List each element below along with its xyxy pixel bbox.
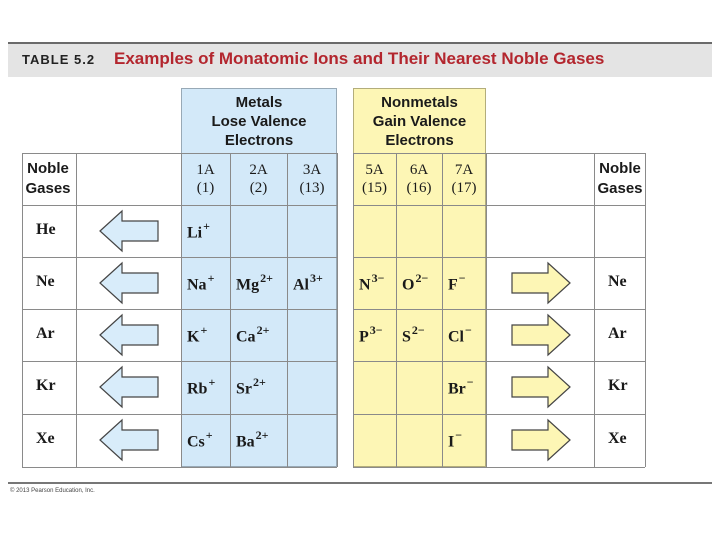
group-name: 3A — [302, 162, 322, 178]
metal-ion — [236, 429, 269, 451]
group-header — [287, 161, 337, 197]
nonmetal-ion — [402, 272, 428, 294]
left-arrow-icon — [98, 261, 160, 305]
grid-row-line — [22, 467, 337, 468]
ion-charge: 2+ — [255, 428, 269, 442]
metal-ion — [236, 376, 266, 398]
group-header — [442, 161, 486, 197]
noble-gas-left: Ne — [36, 273, 55, 290]
ion-charge: 2− — [415, 271, 429, 285]
ion-symbol: Ba — [236, 433, 255, 451]
ion-symbol: Li — [187, 224, 203, 242]
metal-ion — [236, 272, 273, 294]
ion-charge: 2− — [411, 323, 425, 337]
nonmetals-header-line: Gain Valence — [372, 113, 467, 130]
ion-charge: 2+ — [256, 323, 270, 337]
grid-column-line — [337, 153, 338, 467]
nonmetals-header-line: Nonmetals — [381, 94, 458, 111]
noble-gas-right: Xe — [608, 430, 627, 447]
right-arrow-icon — [510, 313, 572, 357]
ion-symbol: O — [402, 276, 415, 294]
ion-charge: − — [455, 428, 463, 442]
ion-symbol: N — [359, 276, 371, 294]
ion-symbol: Rb — [187, 380, 208, 398]
left-arrow-icon — [98, 418, 160, 462]
ion-charge: + — [208, 375, 216, 389]
grid-column-line — [396, 153, 397, 467]
ion-symbol: P — [359, 328, 369, 346]
metal-ion — [187, 429, 213, 451]
group-name: 6A — [409, 162, 429, 178]
grid-row-line — [353, 467, 645, 468]
ion-charge: − — [465, 323, 472, 337]
ion-symbol: Al — [293, 276, 309, 294]
metals-header-line: Metals — [235, 94, 283, 111]
ion-charge: + — [200, 323, 208, 337]
grid-column-line — [230, 153, 231, 467]
grid-column-line — [442, 153, 443, 467]
grid-row-line — [22, 153, 337, 154]
noble-header-line: Gases — [25, 180, 71, 197]
table-title-bar — [8, 42, 712, 77]
group-number: (1) — [196, 180, 215, 196]
nonmetal-ion — [448, 429, 462, 451]
group-name: 1A — [196, 162, 215, 178]
ion-charge: 2+ — [260, 271, 273, 285]
ion-charge: 3+ — [310, 271, 323, 285]
group-header — [353, 161, 396, 197]
group-header — [230, 161, 287, 197]
metal-ion — [187, 376, 215, 398]
metal-ion — [187, 272, 214, 294]
ion-symbol: S — [402, 328, 411, 346]
grid-column-line — [76, 153, 77, 467]
group-header — [181, 161, 230, 197]
nonmetal-ion — [448, 272, 466, 294]
nonmetal-ion — [359, 324, 383, 346]
noble-gas-left: Kr — [36, 377, 56, 394]
table-title: Examples of Monatomic Ions and Their Nearest Noble Gases — [114, 49, 605, 68]
noble-gases-header-left — [22, 159, 74, 199]
right-arrow-icon — [510, 261, 572, 305]
ion-symbol: I — [448, 433, 455, 451]
nonmetals-header — [353, 93, 486, 150]
noble-header-line: Noble — [599, 160, 641, 177]
metal-ion — [293, 272, 323, 294]
metal-ion — [187, 324, 207, 346]
noble-header-line: Gases — [597, 180, 643, 197]
nonmetals-header-line: Electrons — [385, 132, 454, 149]
group-number: (2) — [249, 180, 268, 196]
noble-gases-header-right — [594, 159, 646, 199]
group-number: (16) — [406, 180, 432, 196]
group-number: (13) — [299, 180, 325, 196]
ion-symbol: Na — [187, 276, 207, 294]
ion-symbol: F — [448, 276, 458, 294]
group-header — [396, 161, 442, 197]
table-number: TABLE 5.2 — [22, 52, 96, 67]
ion-charge: 2+ — [253, 375, 266, 389]
noble-gas-left: Ar — [36, 325, 55, 342]
footer-rule — [8, 482, 712, 484]
noble-gas-right: Ar — [608, 325, 627, 342]
grid-row-line — [22, 361, 337, 362]
grid-column-line — [287, 153, 288, 467]
grid-row-line — [22, 257, 337, 258]
noble-gas-right: Kr — [608, 377, 628, 394]
nonmetal-ion — [359, 272, 384, 294]
ion-charge: + — [205, 428, 213, 442]
left-arrow-icon — [98, 313, 160, 357]
metals-header — [181, 93, 337, 150]
group-name: 2A — [249, 162, 268, 178]
ion-charge: + — [207, 271, 215, 285]
right-arrow-icon — [510, 418, 572, 462]
group-number: (15) — [362, 180, 387, 196]
grid-column-line — [22, 153, 23, 467]
noble-gas-left: He — [36, 221, 56, 238]
grid-column-line — [594, 153, 595, 467]
noble-gas-right: Ne — [608, 273, 627, 290]
group-name: 7A — [454, 162, 474, 178]
left-arrow-icon — [98, 365, 160, 409]
ion-charge: + — [203, 219, 210, 233]
ion-symbol: Ca — [236, 328, 256, 346]
nonmetal-ion — [448, 376, 474, 398]
grid-row-line — [22, 414, 337, 415]
grid-column-line — [353, 153, 354, 467]
metal-ion — [187, 220, 210, 242]
metals-header-line: Lose Valence — [211, 113, 307, 130]
ion-charge: 3− — [371, 271, 385, 285]
copyright: © 2013 Pearson Education, Inc. — [10, 488, 95, 494]
ion-symbol: Br — [448, 380, 466, 398]
group-name: 5A — [365, 162, 384, 178]
nonmetal-ion — [402, 324, 425, 346]
grid-column-line — [486, 153, 487, 467]
grid-row-line — [22, 205, 337, 206]
left-arrow-icon — [98, 209, 160, 253]
group-number: (17) — [451, 180, 477, 196]
ion-symbol: Cs — [187, 433, 205, 451]
ion-symbol: Sr — [236, 380, 252, 398]
grid-column-line — [645, 153, 646, 467]
ion-symbol: Mg — [236, 276, 260, 294]
grid-row-line — [22, 309, 337, 310]
nonmetal-ion — [448, 324, 472, 346]
ion-charge: − — [466, 375, 474, 389]
ion-charge: 3− — [369, 323, 383, 337]
grid-column-line — [181, 153, 182, 467]
noble-gas-left: Xe — [36, 430, 55, 447]
noble-header-line: Noble — [27, 160, 69, 177]
ion-charge: − — [458, 271, 466, 285]
ion-symbol: K — [187, 328, 200, 346]
metal-ion — [236, 324, 269, 346]
metals-header-line: Electrons — [224, 132, 294, 149]
ion-symbol: Cl — [448, 328, 464, 346]
right-arrow-icon — [510, 365, 572, 409]
